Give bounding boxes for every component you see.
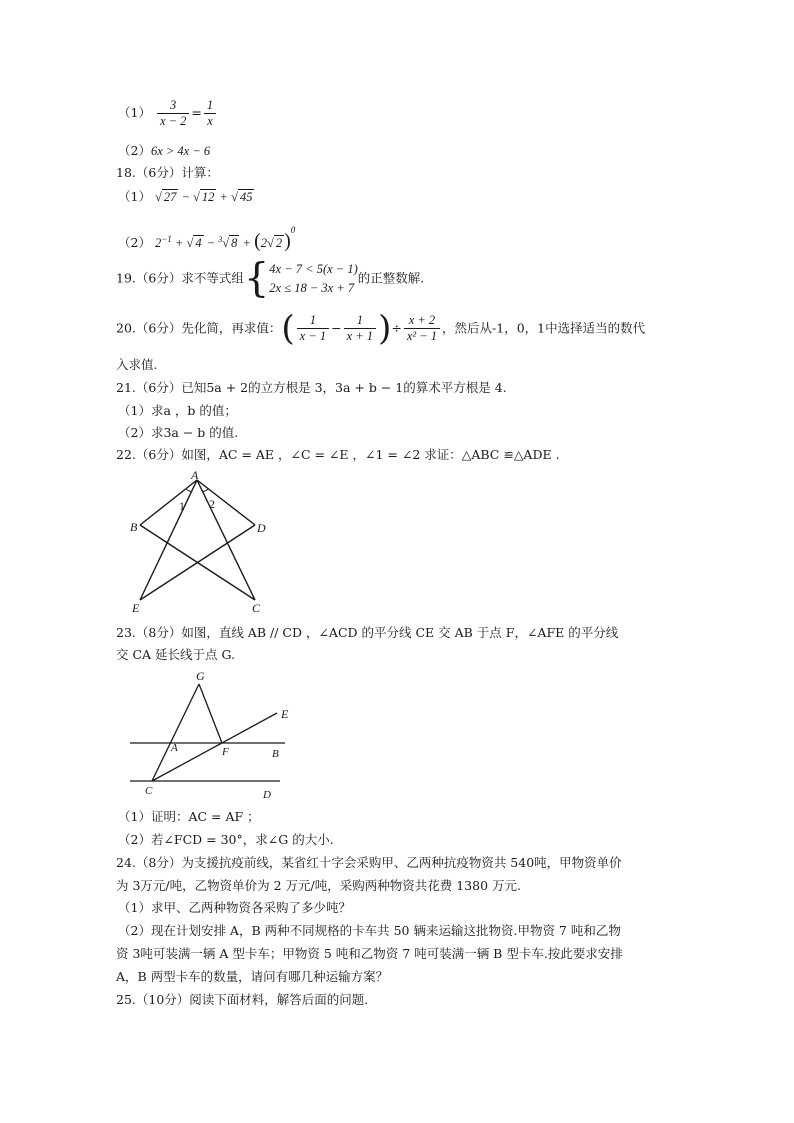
q17-part1-label: （1） — [118, 105, 151, 120]
q23-label-D: D — [263, 789, 271, 801]
q22-angle-2-arc — [202, 489, 208, 491]
q18-op-5: + — [242, 236, 251, 250]
q17-part2-label: （2） — [118, 143, 151, 158]
q20-divide: ÷ — [391, 320, 402, 336]
q17-frac1-denominator: x − 2 — [159, 114, 187, 128]
q19-brace: { — [243, 255, 270, 302]
q17-frac2-numerator: 1 — [204, 98, 216, 114]
q17-equals: = — [191, 105, 202, 120]
q20-frac1-den: x − 1 — [299, 329, 327, 343]
q23-label-E: E — [281, 707, 289, 721]
q19-inequality-2: 2x ≤ 18 − 3x + 7 — [269, 280, 355, 295]
q20-prefix: 20.（6分）先化简，再求值： — [116, 320, 282, 336]
q24-part1: （1）求甲、乙两种物资各采购了多少吨？ — [118, 900, 351, 915]
q23-segment-GF — [199, 684, 222, 743]
q18-header: 18.（6分）计算： — [116, 165, 219, 180]
q20-frac-1 — [297, 313, 329, 344]
q21-part1: （1）求a ，b 的值； — [118, 403, 237, 418]
q20 — [116, 308, 645, 349]
q23-part2: （2）若∠FCD = 30°，求∠G 的大小. — [118, 832, 334, 847]
q17-fraction-right — [204, 98, 216, 129]
q18-part1 — [118, 189, 254, 205]
q21-part2: （2）求3a − b 的值. — [118, 425, 239, 440]
q23-line2: 交 CA 延长线于点 G. — [116, 647, 236, 662]
q19 — [116, 255, 425, 302]
q22-label-A: A — [191, 470, 199, 482]
q20-frac-2 — [344, 313, 376, 344]
q17-fraction-left — [157, 98, 189, 129]
q22-label-1: 1 — [179, 499, 185, 513]
q22-segment-AC — [197, 480, 255, 600]
q23-label-A: A — [171, 742, 178, 754]
q17-part2 — [118, 143, 210, 159]
q23-label-F: F — [222, 746, 229, 758]
q24-part2-line1: （2）现在计划安排 A，B 两种不同规格的卡车共 50 辆来运输这批物资.甲物资 7 吨和乙物 — [118, 923, 621, 938]
q20-right-paren: ) — [378, 308, 392, 349]
q20-frac-3 — [404, 313, 440, 344]
q20-minus: − — [331, 320, 342, 336]
q19-prefix: 19.（6分）求不等式组 — [116, 270, 244, 286]
q23-part1: （1）证明：AC = AF ； — [118, 809, 260, 824]
q18-part1-expression: √ 27 − √ 12 + √ 45 — [154, 190, 253, 204]
q18-coef-2: 2 — [260, 236, 267, 250]
q24-line1: 24.（8分）为支援抗疫前线，某省红十字会采购甲、乙两种抗疫物资共 540吨，甲物资单价 — [116, 855, 622, 870]
q23-figure — [120, 668, 305, 804]
q24-part2-line3: A，B 两型卡车的数量，请问有哪几种运输方案？ — [116, 969, 389, 984]
q18-base-2: 2 — [154, 236, 162, 250]
q17-frac2-denominator: x — [207, 114, 213, 128]
q22-label-E: E — [132, 601, 140, 615]
q20-frac1-num: 1 — [297, 313, 329, 329]
q24-line2: 为 3万元/吨，乙物资单价为 2 万元/吨，采购两种物资共花费 1380 万元. — [116, 878, 521, 893]
q18-part2-label: （2） — [118, 235, 151, 250]
q22-label-B: B — [130, 520, 138, 534]
q18-exponent-0: 0 — [290, 225, 296, 235]
q23-label-C: C — [145, 785, 153, 797]
q20-frac3-num: x + 2 — [404, 313, 440, 329]
q18-part1-label: （1） — [118, 189, 151, 204]
q21-line1: 21.（6分）已知5a + 2的立方根是 3，3a + b − 1的算术平方根是 4. — [116, 380, 507, 395]
q18-part2-expression: $2^{-1}$ + √ 4 − $^3$√ 8 + (2√ 2 )$^0$ — [154, 225, 296, 252]
q22-angle-1-arc — [186, 489, 192, 491]
q20-left-paren: ( — [281, 308, 295, 349]
q18-radicand-6: 2 — [275, 236, 283, 250]
q24-part2-line2: 资 3吨可装满一辆 A 型卡车；甲物资 5 吨和乙物资 7 吨可装满一辆 B 型卡车.按此要求安排 — [116, 946, 623, 961]
q18-op-3: + — [174, 236, 184, 250]
q17-part2-expression: 6x > 4x − 6 — [150, 144, 211, 158]
q18-radicand-5: 8 — [231, 236, 238, 250]
q20-line2: 入求值. — [116, 357, 158, 372]
q22-text: 22.（6分）如图，AC = AE ，∠C = ∠E ，∠1 = ∠2 求证：△ABC ≌△ADE . — [116, 447, 560, 462]
q18-radicand-2: 12 — [201, 190, 215, 204]
q19-system — [269, 260, 357, 298]
q18-op-2: + — [219, 190, 228, 204]
q18-exponent-neg1: −1 — [161, 233, 172, 244]
q17-part1 — [118, 98, 218, 129]
q23-label-B: B — [272, 748, 279, 760]
q22-figure — [120, 470, 280, 615]
q18-op-1: − — [181, 190, 190, 204]
q23-ray-CG — [152, 684, 199, 781]
q18-op-4: − — [206, 236, 216, 250]
q22-segment-AD — [197, 480, 255, 525]
q22-label-C: C — [252, 601, 261, 615]
q25-line1: 25.（10分）阅读下面材料，解答后面的问题. — [116, 992, 369, 1007]
q18-radicand-3: 45 — [239, 190, 253, 204]
q20-suffix: ，然后从-1，0，1中选择适当的数代 — [442, 320, 646, 336]
q22-label-D: D — [257, 521, 266, 535]
q18-cube-index: 3 — [218, 234, 223, 244]
q23-line1: 23.（8分）如图，直线 AB // CD ，∠ACD 的平分线 CE 交 AB 于点 F，∠AFE 的平分线 — [116, 625, 619, 640]
q17-frac1-numerator: 3 — [157, 98, 189, 114]
q18-part2 — [118, 222, 295, 251]
q18-radicand-1: 27 — [163, 190, 177, 204]
q20-frac3-den: x² − 1 — [406, 329, 438, 343]
q22-segment-AB — [140, 480, 197, 525]
q19-inequality-1: 4x − 7 < 5(x − 1) — [269, 261, 358, 276]
q22-label-2: 2 — [209, 497, 215, 511]
q20-frac2-den: x + 1 — [346, 329, 374, 343]
q20-frac2-num: 1 — [344, 313, 376, 329]
q23-label-G: G — [196, 669, 205, 683]
q19-suffix: 的正整数解. — [357, 270, 425, 286]
q18-radicand-4: 4 — [195, 236, 202, 250]
